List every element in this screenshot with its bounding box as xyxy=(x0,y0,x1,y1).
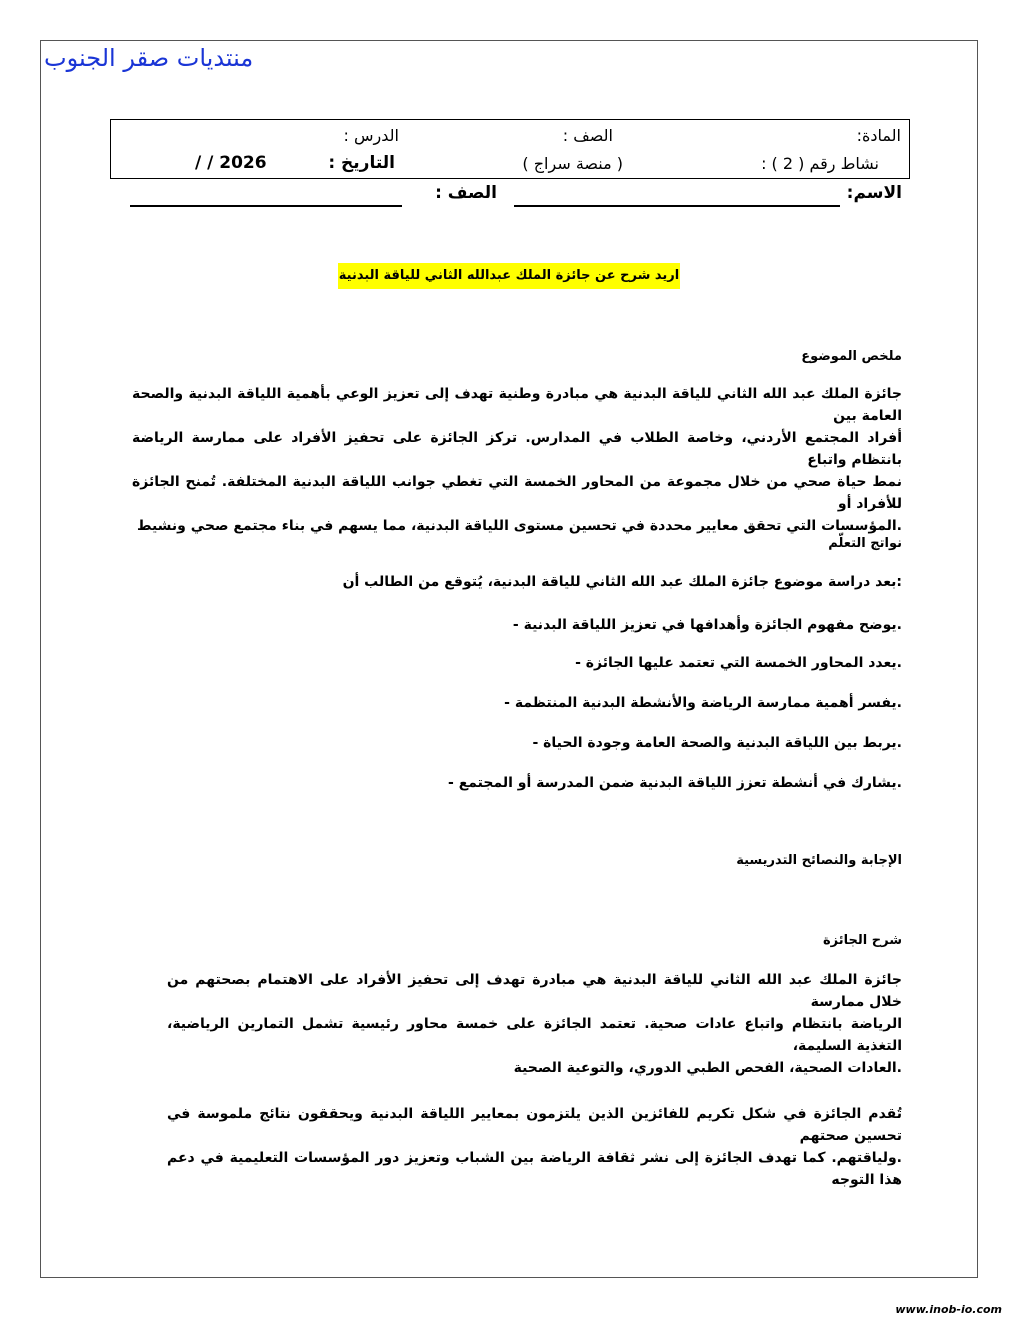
platform-label: ( منصة سراج ) xyxy=(522,154,623,173)
class-underline xyxy=(130,205,402,207)
summary-line: .المؤسسات التي تحقق معايير محددة في تحسين مستوى اللياقة البدنية، مما يسهم في بناء مجتمع صحي ونشيط xyxy=(136,518,902,534)
outcome-item: .يشارك في أنشطة تعزز اللياقة البدنية ضمن المدرسة أو المجتمع - xyxy=(448,775,902,791)
outcome-item: .يربط بين اللياقة البدنية والصحة العامة وجودة الحياة - xyxy=(532,735,902,751)
outcome-item: .يفسر أهمية ممارسة الرياضة والأنشطة البدنية المنتظمة - xyxy=(504,695,902,711)
explanation-line: .العادات الصحية، الفحص الطبي الدوري، والتوعية الصحية xyxy=(513,1060,902,1076)
header-box xyxy=(110,119,910,179)
footer-url: www.inob-io.com xyxy=(895,1303,1002,1316)
activity-label: نشاط رقم ( 2 ) : xyxy=(761,154,879,173)
lesson-label: الدرس : xyxy=(343,126,399,145)
summary-line: أفراد المجتمع الأردني، وخاصة الطلاب في المدارس. تركز الجائزة على تحفيز الأفراد على ممارسة الرياضة بانتظام واتباع xyxy=(132,430,902,468)
summary-paragraph xyxy=(132,383,902,537)
class-label: الصف : xyxy=(562,126,613,145)
outcomes-intro: :بعد دراسة موضوع جائزة الملك عبد الله الثاني للياقة البدنية، يُتوقع من الطالب أن xyxy=(342,574,902,590)
date-label: التاريخ : xyxy=(328,153,395,173)
explanation-paragraph xyxy=(167,969,902,1079)
summary-line: نمط حياة صحي من خلال مجموعة من المحاور الخمسة التي تغطي جوانب اللياقة البدنية المختلفة. تُمنح الجائزة للأفراد أو xyxy=(132,474,902,512)
explanation-heading: شرح الجائزة xyxy=(823,933,902,948)
subject-label: المادة: xyxy=(856,126,901,145)
date-value: / / 2026 xyxy=(195,153,267,173)
outcomes-heading: نواتج التعلّم xyxy=(828,536,902,551)
explanation-line: .ولياقتهم. كما تهدف الجائزة إلى نشر ثقافة الرياضة بين الشباب وتعزيز دور المؤسسات التعليمية في دعم هذا التوجه xyxy=(167,1150,902,1188)
explanation-line: جائزة الملك عبد الله الثاني للياقة البدنية هي مبادرة تهدف إلى تحفيز الأفراد على الاهتمام بصحتهم من خلال ممارسة xyxy=(167,972,902,1010)
answer-heading: الإجابة والنصائح التدريسية xyxy=(736,853,902,868)
explanation-paragraph-2 xyxy=(167,1103,902,1191)
explanation-line: تُقدم الجائزة في شكل تكريم للفائزين الذين يلتزمون بمعايير اللياقة البدنية ويحققون نتائج ملموسة في تحسين صحتهم xyxy=(167,1106,902,1144)
student-name-label: الاسم: xyxy=(846,183,902,203)
explanation-line: الرياضة بانتظام واتباع عادات صحية. تعتمد الجائزة على خمسة محاور رئيسية تشمل التمارين الرياضية، التغذية السليمة، xyxy=(167,1016,902,1054)
name-underline xyxy=(514,205,840,207)
summary-line: جائزة الملك عبد الله الثاني للياقة البدنية هي مبادرة وطنية تهدف إلى تعزيز الوعي بأهمية اللياقة البدنية والصحة العامة بين xyxy=(132,386,902,424)
forum-title: منتديات صقر الجنوب xyxy=(44,44,254,72)
outcome-item: .يوضح مفهوم الجائزة وأهدافها في تعزيز اللياقة البدنية - xyxy=(512,617,902,633)
summary-heading: ملخص الموضوع xyxy=(801,349,902,364)
outcome-item: .يعدد المحاور الخمسة التي تعتمد عليها الجائزة - xyxy=(575,655,902,671)
request-title: اريد شرح عن جائزة الملك عبدالله الثاني للياقة البدنية xyxy=(338,263,680,289)
student-class-label: الصف : xyxy=(435,183,497,203)
